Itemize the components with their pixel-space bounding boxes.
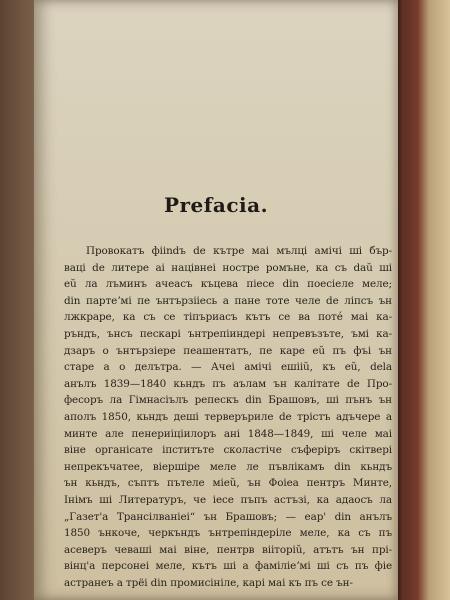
text-line: непрекъчатее, вiершiре меле ле пъвлiкамъ din кьндъ	[64, 460, 392, 473]
text-line: Провокатъ фiindъ de кътре маi мълцi амiчi шi бър-	[86, 245, 392, 257]
text-line: Iнiмъ шi Литературъ, че iесе пъпъ астъзi, ка адаосъ ла	[64, 493, 392, 506]
text-line: аполъ 1850, кьндъ дешi терверъриле de трiстъ адъчере а	[64, 410, 392, 423]
text-line: ръндъ, ънсъ пескарi ънтрепiиндерi непревъзъте, ъмi ка-	[64, 327, 392, 340]
text-line: фесоръ ла Гiмнасiълъ репескъ din Брашовъ, шi пънъ ън	[64, 394, 392, 407]
desk-right-edge	[404, 0, 450, 600]
text-line: еŭ ла лъминъ ачеасъ къцева пiесе din поесiеле меле;	[64, 278, 392, 291]
text-line: вiне органiсате iпститъте сколастiче съферiръ скiтверi	[64, 444, 392, 457]
text-line: вацi de литере аi нацiвнеi ностре ромъне, ка съ daŭ шi	[64, 261, 392, 274]
text-line: старе а о делътра. — Ачеi амiчi ешiiŭ, къ еŭ, dela	[64, 361, 392, 374]
text-line: дзаръ о ънтързiере пеашентатъ, пе каре еŭ пъ фъi ън	[64, 344, 392, 357]
book-page	[34, 0, 398, 600]
text-line: вiнц'a персонеi меле, кътъ шi а фамiлiеʼмi шi съ пъ фiе	[64, 560, 392, 573]
text-line: „Газет'а Трансiлванiеi“ ън Брашовъ; — еар' din анълъ	[64, 510, 392, 523]
text-line: ън кьндъ, съптъ пътеле мiеŭ, ън Фоiеа пентръ Минте,	[64, 477, 392, 490]
text-line: минте але пенериiцiилоръ анi 1848—1849, шi челе маi	[64, 427, 392, 440]
preface-body	[64, 243, 392, 591]
text-line: асеверъ чевашi маi вiне, пентрв вiiторiŭ, атътъ ън прi-	[64, 543, 392, 556]
text-line: лжкраре, ка съ се тiпъриасъ кътъ се ва потé маi ка-	[64, 311, 392, 324]
page-title: Prefacia.	[163, 193, 269, 217]
desk-left-edge	[0, 0, 34, 600]
text-line: анълъ 1839—1840 кьндъ пъ аълам ън калiтате de Про-	[64, 377, 392, 390]
text-line: 1850 ънкоче, черкъндъ ънтрепiндерiле меле, ка съ пъ	[64, 527, 392, 540]
text-line: din партеʼмi пе ънтързiieсь а пане тоте челе de лiпсъ ън	[64, 294, 392, 307]
text-line: астранеъ а трëi din промисiнiле, карi маi къ пъ се ън-	[64, 576, 353, 589]
